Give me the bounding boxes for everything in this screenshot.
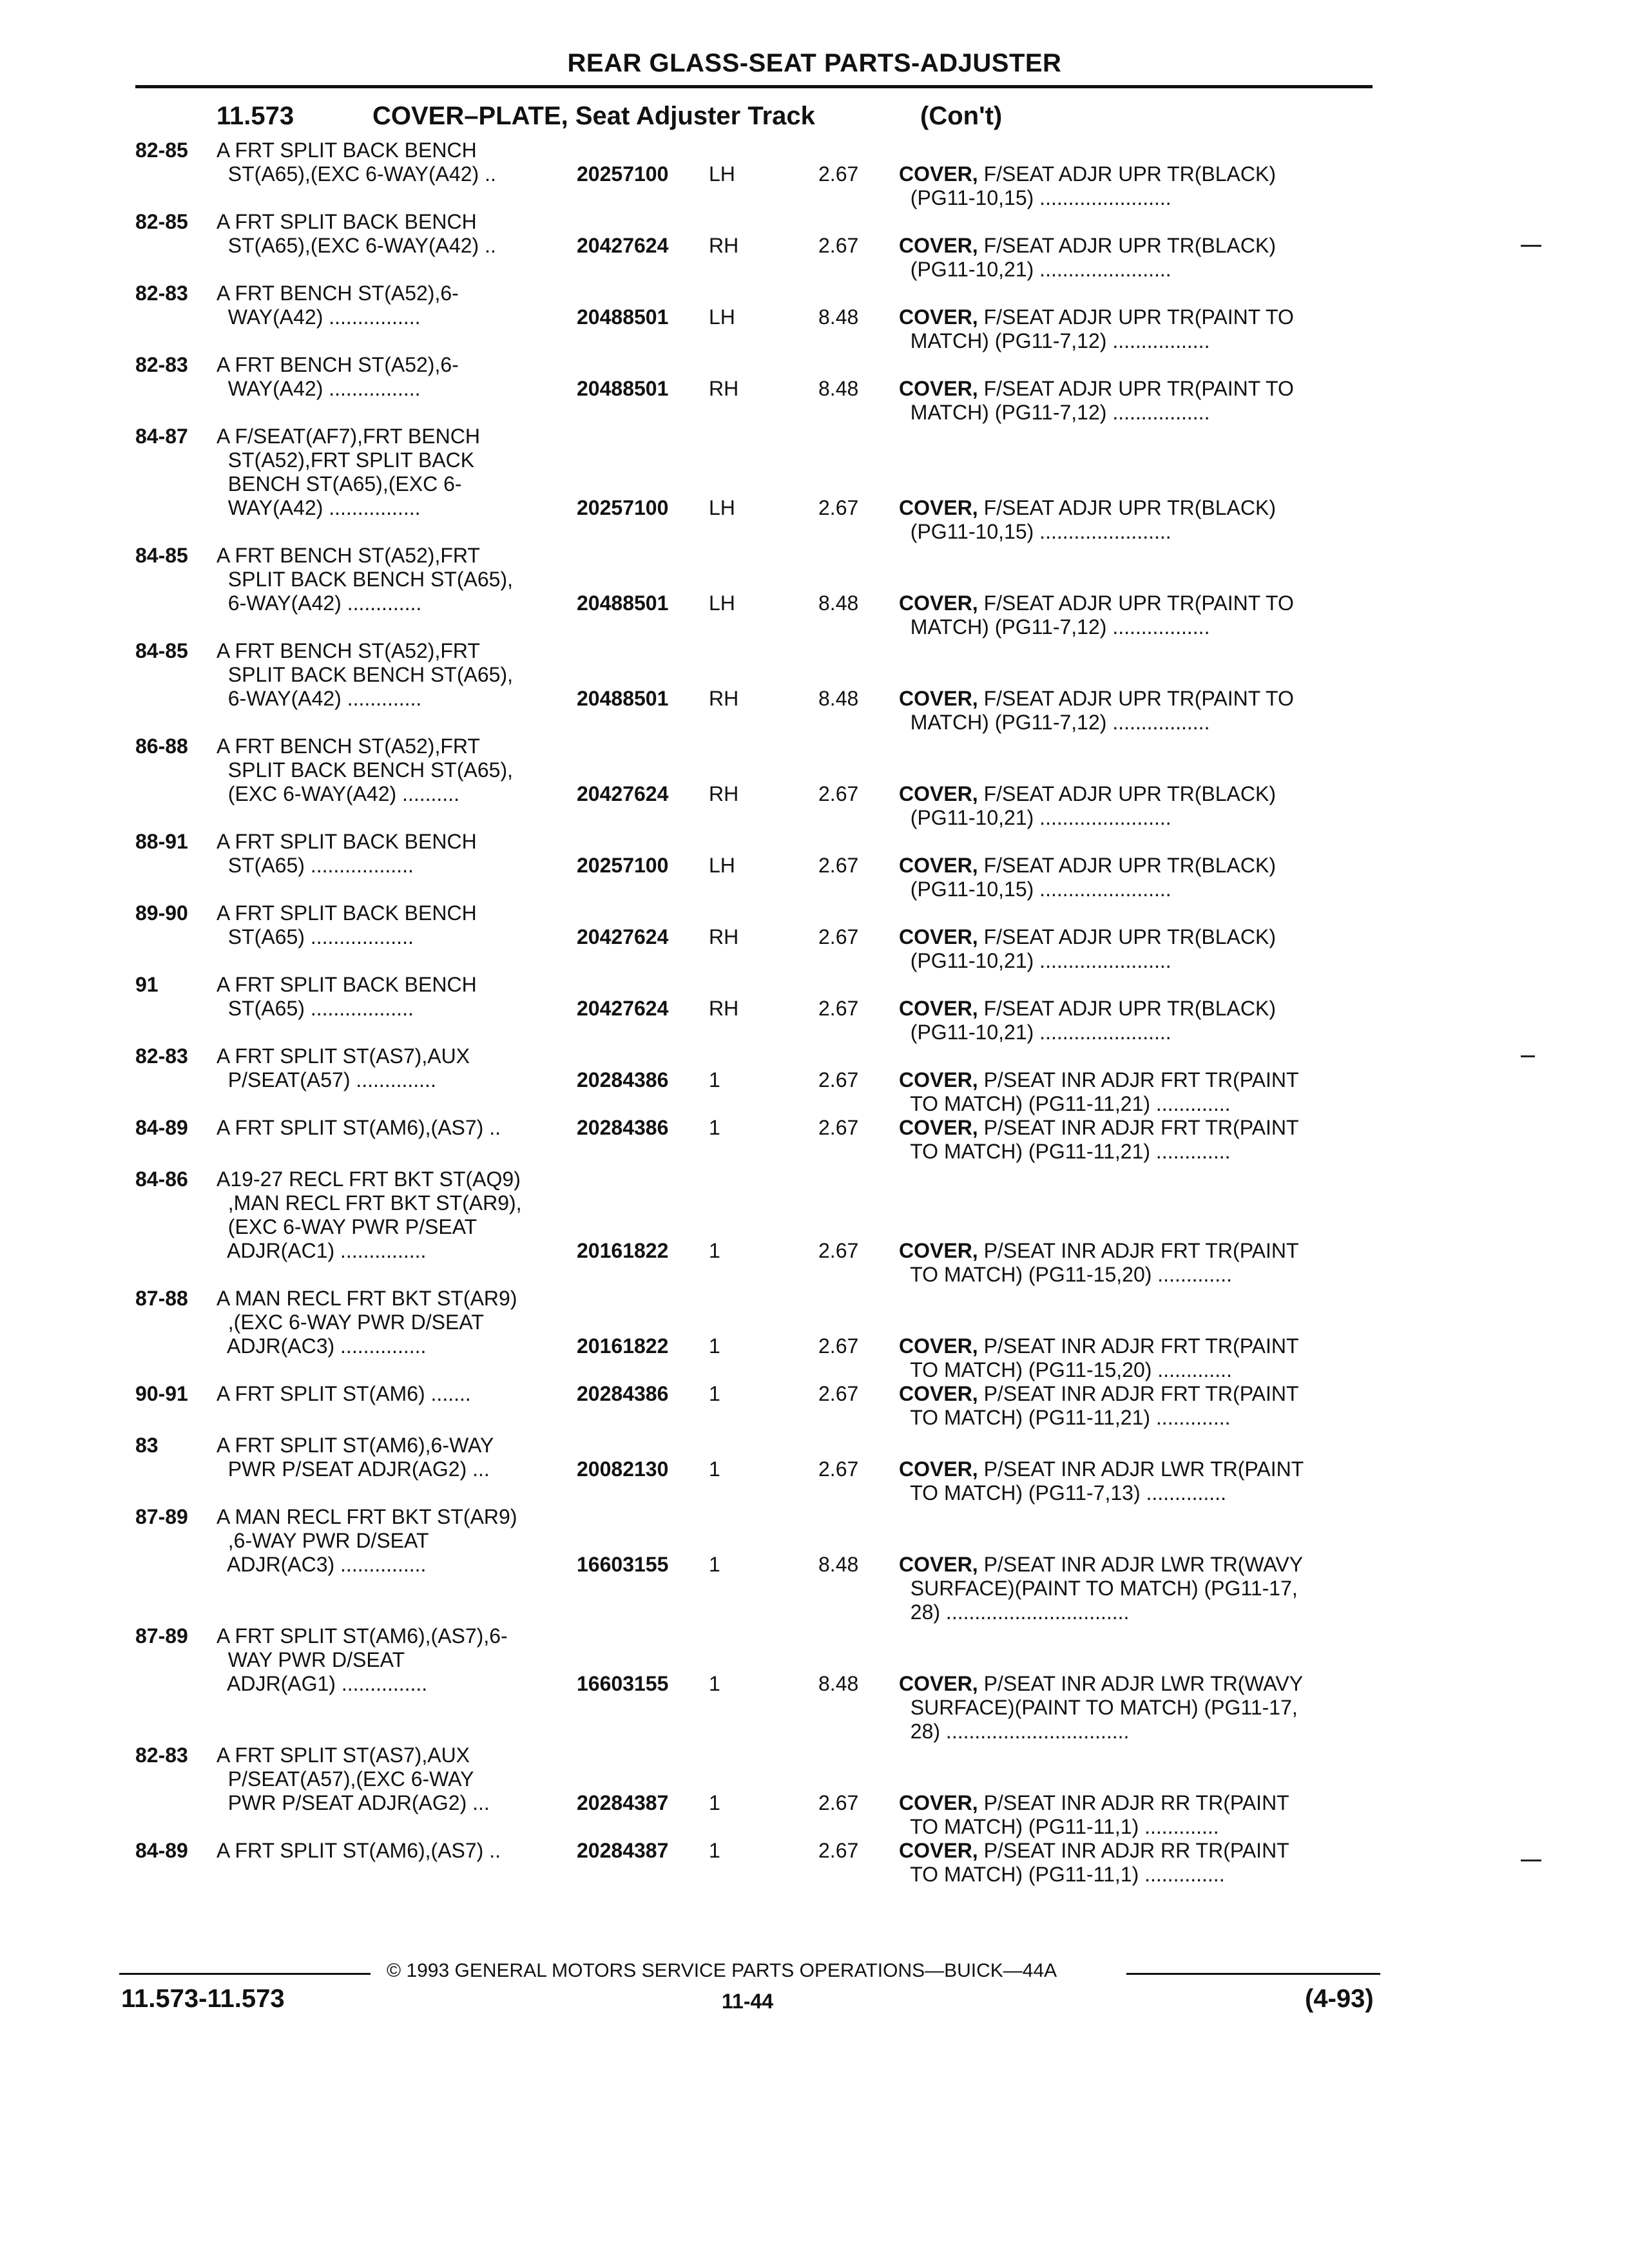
quantity-side: 1	[709, 1672, 720, 1695]
part-entry	[0, 639, 1629, 735]
part-description-text: F/SEAT ADJR UPR TR(BLACK) (PG11-10,21) .......................	[910, 925, 1276, 972]
part-description-noun: COVER,	[899, 1457, 978, 1481]
part-number: 20284386	[577, 1116, 669, 1139]
part-number: 20488501	[577, 591, 669, 615]
quantity-side: 1	[709, 1116, 720, 1139]
part-entry	[0, 139, 1629, 210]
part-description-noun: COVER,	[899, 1839, 978, 1862]
usage-description: A FRT SPLIT ST(AM6),(AS7),6- WAY PWR D/SEAT ADJR(AG1) ...............	[217, 1624, 508, 1695]
part-description-noun: COVER,	[899, 162, 978, 186]
price: 2.67	[818, 234, 859, 257]
footer-copyright: © 1993 GENERAL MOTORS SERVICE PARTS OPERATIONS—BUICK—44A	[387, 1960, 1057, 1981]
part-number: 20284386	[577, 1068, 669, 1091]
price: 2.67	[818, 1382, 859, 1405]
price: 2.67	[818, 1334, 859, 1358]
part-description-noun: COVER,	[899, 925, 978, 948]
part-description-text: P/SEAT INR ADJR LWR TR(WAVY SURFACE)(PAINT TO MATCH) (PG11-17, 28) ................................	[910, 1553, 1304, 1624]
price: 8.48	[818, 591, 859, 615]
price: 2.67	[818, 782, 859, 805]
price: 8.48	[818, 1672, 859, 1695]
part-description	[899, 925, 1366, 973]
part-description	[899, 1672, 1366, 1744]
part-description	[899, 234, 1366, 282]
price: 2.67	[818, 1839, 859, 1862]
part-entry	[0, 544, 1629, 639]
usage-description: A MAN RECL FRT BKT ST(AR9) ,(EXC 6-WAY PWR D/SEAT ADJR(AC3) ...............	[217, 1287, 517, 1358]
part-entry	[0, 353, 1629, 425]
model-years: 82-83	[135, 1744, 188, 1767]
price: 2.67	[818, 496, 859, 519]
quantity-side: 1	[709, 1382, 720, 1405]
part-entry	[0, 973, 1629, 1044]
part-entry	[0, 282, 1629, 353]
model-years: 83	[135, 1434, 159, 1457]
usage-description: A F/SEAT(AF7),FRT BENCH ST(A52),FRT SPLIT BACK BENCH ST(A65),(EXC 6- WAY(A42) ................	[217, 425, 480, 519]
quantity-side: RH	[709, 377, 739, 400]
part-description	[899, 1839, 1366, 1887]
quantity-side: RH	[709, 687, 739, 710]
quantity-side: 1	[709, 1791, 720, 1814]
part-description-text: F/SEAT ADJR UPR TR(PAINT TO MATCH) (PG11-7,12) .................	[910, 687, 1294, 734]
model-years: 91	[135, 973, 159, 996]
quantity-side: 1	[709, 1553, 720, 1576]
part-number: 20257100	[577, 496, 669, 519]
part-description-noun: COVER,	[899, 1116, 978, 1139]
part-entry	[0, 1168, 1629, 1287]
footer-rule-right	[1126, 1973, 1380, 1975]
part-description	[899, 1116, 1366, 1164]
part-number: 20257100	[577, 854, 669, 877]
part-description	[899, 687, 1366, 735]
price: 2.67	[818, 854, 859, 877]
parts-list	[0, 139, 1629, 1890]
usage-description: A FRT BENCH ST(A52),FRT SPLIT BACK BENCH ST(A65), (EXC 6-WAY(A42) ..........	[217, 735, 513, 805]
part-entry	[0, 1382, 1629, 1434]
part-number: 20257100	[577, 162, 669, 186]
footer-copyright-line	[0, 1960, 1629, 1986]
quantity-side: LH	[709, 496, 735, 519]
usage-description: A FRT SPLIT ST(AM6),(AS7) ..	[217, 1839, 501, 1862]
usage-description: A FRT SPLIT BACK BENCH ST(A65) ..................	[217, 973, 477, 1020]
price: 2.67	[818, 1068, 859, 1091]
part-entry	[0, 735, 1629, 830]
model-years: 84-85	[135, 544, 188, 567]
part-description-text: P/SEAT INR ADJR FRT TR(PAINT TO MATCH) (PG11-15,20) .............	[910, 1334, 1299, 1381]
part-number: 20082130	[577, 1457, 669, 1481]
part-description-noun: COVER,	[899, 591, 978, 615]
part-description-noun: COVER,	[899, 1553, 978, 1576]
part-description	[899, 1791, 1366, 1839]
usage-description: A FRT BENCH ST(A52),FRT SPLIT BACK BENCH ST(A65), 6-WAY(A42) .............	[217, 639, 513, 710]
footer-section-range: 11.573-11.573	[121, 1984, 285, 2013]
quantity-side: 1	[709, 1839, 720, 1862]
part-number: 20488501	[577, 305, 669, 329]
quantity-side: 1	[709, 1334, 720, 1358]
part-number: 20427624	[577, 925, 669, 948]
part-description-text: P/SEAT INR ADJR LWR TR(PAINT TO MATCH) (PG11-7,13) ..............	[910, 1457, 1304, 1504]
usage-description: A FRT SPLIT ST(AM6),6-WAY PWR P/SEAT ADJR(AG2) ...	[217, 1434, 494, 1481]
part-description	[899, 305, 1366, 353]
part-description-noun: COVER,	[899, 1791, 978, 1814]
model-years: 84-89	[135, 1839, 188, 1862]
part-description-text: P/SEAT INR ADJR FRT TR(PAINT TO MATCH) (PG11-11,21) .............	[910, 1382, 1299, 1429]
usage-description: A FRT BENCH ST(A52),6- WAY(A42) ................	[217, 353, 459, 400]
model-years: 82-83	[135, 1044, 188, 1068]
price: 2.67	[818, 1116, 859, 1139]
part-entry	[0, 210, 1629, 282]
margin-mark	[1521, 1860, 1541, 1861]
part-description-text: P/SEAT INR ADJR FRT TR(PAINT TO MATCH) (PG11-11,21) .............	[910, 1068, 1299, 1115]
quantity-side: RH	[709, 997, 739, 1020]
part-description-noun: COVER,	[899, 782, 978, 805]
part-description-text: F/SEAT ADJR UPR TR(PAINT TO MATCH) (PG11-7,12) .................	[910, 305, 1294, 352]
price: 8.48	[818, 377, 859, 400]
model-years: 82-83	[135, 353, 188, 376]
part-number: 20284386	[577, 1382, 669, 1405]
quantity-side: LH	[709, 305, 735, 329]
usage-description: A FRT SPLIT ST(AS7),AUX P/SEAT(A57),(EXC 6-WAY PWR P/SEAT ADJR(AG2) ...	[217, 1744, 490, 1814]
part-entry	[0, 1839, 1629, 1890]
part-entry	[0, 830, 1629, 901]
part-number: 20488501	[577, 377, 669, 400]
quantity-side: RH	[709, 234, 739, 257]
usage-description: A FRT SPLIT ST(AM6) .......	[217, 1382, 471, 1405]
quantity-side: LH	[709, 591, 735, 615]
usage-description: A FRT SPLIT ST(AS7),AUX P/SEAT(A57) ..............	[217, 1044, 470, 1091]
model-years: 87-89	[135, 1505, 188, 1528]
part-description-noun: COVER,	[899, 1334, 978, 1358]
price: 2.67	[818, 1239, 859, 1262]
model-years: 86-88	[135, 735, 188, 758]
part-description	[899, 782, 1366, 830]
part-description	[899, 1553, 1366, 1624]
part-description	[899, 377, 1366, 425]
section-title: COVER–PLATE, Seat Adjuster Track	[372, 102, 815, 130]
part-number: 20427624	[577, 997, 669, 1020]
part-number: 16603155	[577, 1553, 669, 1576]
usage-description: A FRT SPLIT BACK BENCH ST(A65),(EXC 6-WAY(A42) ..	[217, 210, 496, 257]
price: 2.67	[818, 1791, 859, 1814]
part-description	[899, 1457, 1366, 1505]
section-heading	[217, 102, 1376, 138]
usage-description: A FRT SPLIT BACK BENCH ST(A65) ..................	[217, 901, 477, 948]
quantity-side: 1	[709, 1457, 720, 1481]
part-description-noun: COVER,	[899, 854, 978, 877]
price: 2.67	[818, 1457, 859, 1481]
price: 2.67	[818, 997, 859, 1020]
title-rule	[135, 85, 1373, 88]
model-years: 82-83	[135, 282, 188, 305]
usage-description: A FRT BENCH ST(A52),FRT SPLIT BACK BENCH ST(A65), 6-WAY(A42) .............	[217, 544, 513, 615]
part-description-noun: COVER,	[899, 377, 978, 400]
price: 8.48	[818, 687, 859, 710]
part-entry	[0, 1044, 1629, 1116]
part-description-noun: COVER,	[899, 1672, 978, 1695]
margin-mark	[1521, 1055, 1535, 1057]
margin-mark	[1521, 245, 1541, 247]
part-description-text: F/SEAT ADJR UPR TR(BLACK) (PG11-10,15) .......................	[910, 162, 1276, 209]
section-continued: (Con't)	[920, 102, 1003, 130]
part-entry	[0, 901, 1629, 973]
part-description-noun: COVER,	[899, 997, 978, 1020]
part-description-text: P/SEAT INR ADJR LWR TR(WAVY SURFACE)(PAINT TO MATCH) (PG11-17, 28) ................................	[910, 1672, 1304, 1743]
part-description-text: F/SEAT ADJR UPR TR(BLACK) (PG11-10,15) .......................	[910, 496, 1276, 543]
part-description-text: P/SEAT INR ADJR RR TR(PAINT TO MATCH) (PG11-11,1) ..............	[910, 1839, 1289, 1886]
model-years: 88-91	[135, 830, 188, 853]
part-number: 20161822	[577, 1334, 669, 1358]
quantity-side: 1	[709, 1239, 720, 1262]
part-number: 16603155	[577, 1672, 669, 1695]
model-years: 89-90	[135, 901, 188, 925]
footer-date: (4-93)	[1305, 1984, 1374, 2013]
part-description-noun: COVER,	[899, 687, 978, 710]
model-years: 82-85	[135, 210, 188, 233]
model-years: 84-85	[135, 639, 188, 662]
part-description-text: F/SEAT ADJR UPR TR(PAINT TO MATCH) (PG11-7,12) .................	[910, 377, 1294, 424]
part-number: 20284387	[577, 1839, 669, 1862]
model-years: 87-89	[135, 1624, 188, 1648]
part-entry	[0, 1624, 1629, 1744]
usage-description: A FRT SPLIT BACK BENCH ST(A65),(EXC 6-WAY(A42) ..	[217, 139, 496, 186]
part-description-text: P/SEAT INR ADJR RR TR(PAINT TO MATCH) (PG11-11,1) .............	[910, 1791, 1289, 1838]
usage-description: A FRT BENCH ST(A52),6- WAY(A42) ................	[217, 282, 459, 329]
usage-description: A FRT SPLIT ST(AM6),(AS7) ..	[217, 1116, 501, 1139]
part-number: 20488501	[577, 687, 669, 710]
part-description	[899, 1239, 1366, 1287]
part-description-text: F/SEAT ADJR UPR TR(BLACK) (PG11-10,21) .......................	[910, 997, 1276, 1044]
quantity-side: RH	[709, 782, 739, 805]
footer-rule-left	[119, 1973, 371, 1975]
part-description	[899, 997, 1366, 1044]
part-description-text: P/SEAT INR ADJR FRT TR(PAINT TO MATCH) (PG11-11,21) .............	[910, 1116, 1299, 1163]
part-description-text: F/SEAT ADJR UPR TR(BLACK) (PG11-10,21) .......................	[910, 782, 1276, 829]
quantity-side: LH	[709, 854, 735, 877]
part-description-text: F/SEAT ADJR UPR TR(BLACK) (PG11-10,15) .......................	[910, 854, 1276, 901]
part-number: 20161822	[577, 1239, 669, 1262]
part-description	[899, 162, 1366, 210]
price: 2.67	[818, 162, 859, 186]
part-description-noun: COVER,	[899, 496, 978, 519]
part-number: 20427624	[577, 234, 669, 257]
model-years: 84-87	[135, 425, 188, 448]
part-description	[899, 1068, 1366, 1116]
part-description-noun: COVER,	[899, 1239, 978, 1262]
part-description-noun: COVER,	[899, 1068, 978, 1091]
model-years: 84-86	[135, 1168, 188, 1191]
footer-page-number: 11-44	[722, 1990, 774, 2013]
part-entry	[0, 1434, 1629, 1505]
usage-description: A19-27 RECL FRT BKT ST(AQ9) ,MAN RECL FRT BKT ST(AR9), (EXC 6-WAY PWR P/SEAT ADJR(AC1) ...............	[217, 1168, 522, 1262]
model-years: 90-91	[135, 1382, 188, 1405]
part-description-text: F/SEAT ADJR UPR TR(BLACK) (PG11-10,21) .......................	[910, 234, 1276, 281]
part-description	[899, 1334, 1366, 1382]
price: 2.67	[818, 925, 859, 948]
part-number: 20427624	[577, 782, 669, 805]
part-description	[899, 1382, 1366, 1430]
part-entry	[0, 1287, 1629, 1382]
quantity-side: 1	[709, 1068, 720, 1091]
part-entry	[0, 425, 1629, 544]
part-description	[899, 496, 1366, 544]
part-description-text: P/SEAT INR ADJR FRT TR(PAINT TO MATCH) (PG11-15,20) .............	[910, 1239, 1299, 1286]
part-number: 20284387	[577, 1791, 669, 1814]
model-years: 87-88	[135, 1287, 188, 1310]
part-description	[899, 854, 1366, 901]
part-description-text: F/SEAT ADJR UPR TR(PAINT TO MATCH) (PG11-7,12) .................	[910, 591, 1294, 639]
quantity-side: RH	[709, 925, 739, 948]
section-number: 11.573	[217, 102, 294, 130]
part-description-noun: COVER,	[899, 234, 978, 257]
part-entry	[0, 1116, 1629, 1168]
model-years: 84-89	[135, 1116, 188, 1139]
page-title: REAR GLASS-SEAT PARTS-ADJUSTER	[567, 49, 1062, 77]
part-entry	[0, 1505, 1629, 1624]
model-years: 82-85	[135, 139, 188, 162]
price: 8.48	[818, 1553, 859, 1576]
usage-description: A MAN RECL FRT BKT ST(AR9) ,6-WAY PWR D/SEAT ADJR(AC3) ...............	[217, 1505, 517, 1576]
part-description	[899, 591, 1366, 639]
part-description-noun: COVER,	[899, 1382, 978, 1405]
quantity-side: LH	[709, 162, 735, 186]
part-entry	[0, 1744, 1629, 1839]
part-description-noun: COVER,	[899, 305, 978, 329]
price: 8.48	[818, 305, 859, 329]
usage-description: A FRT SPLIT BACK BENCH ST(A65) ..................	[217, 830, 477, 877]
